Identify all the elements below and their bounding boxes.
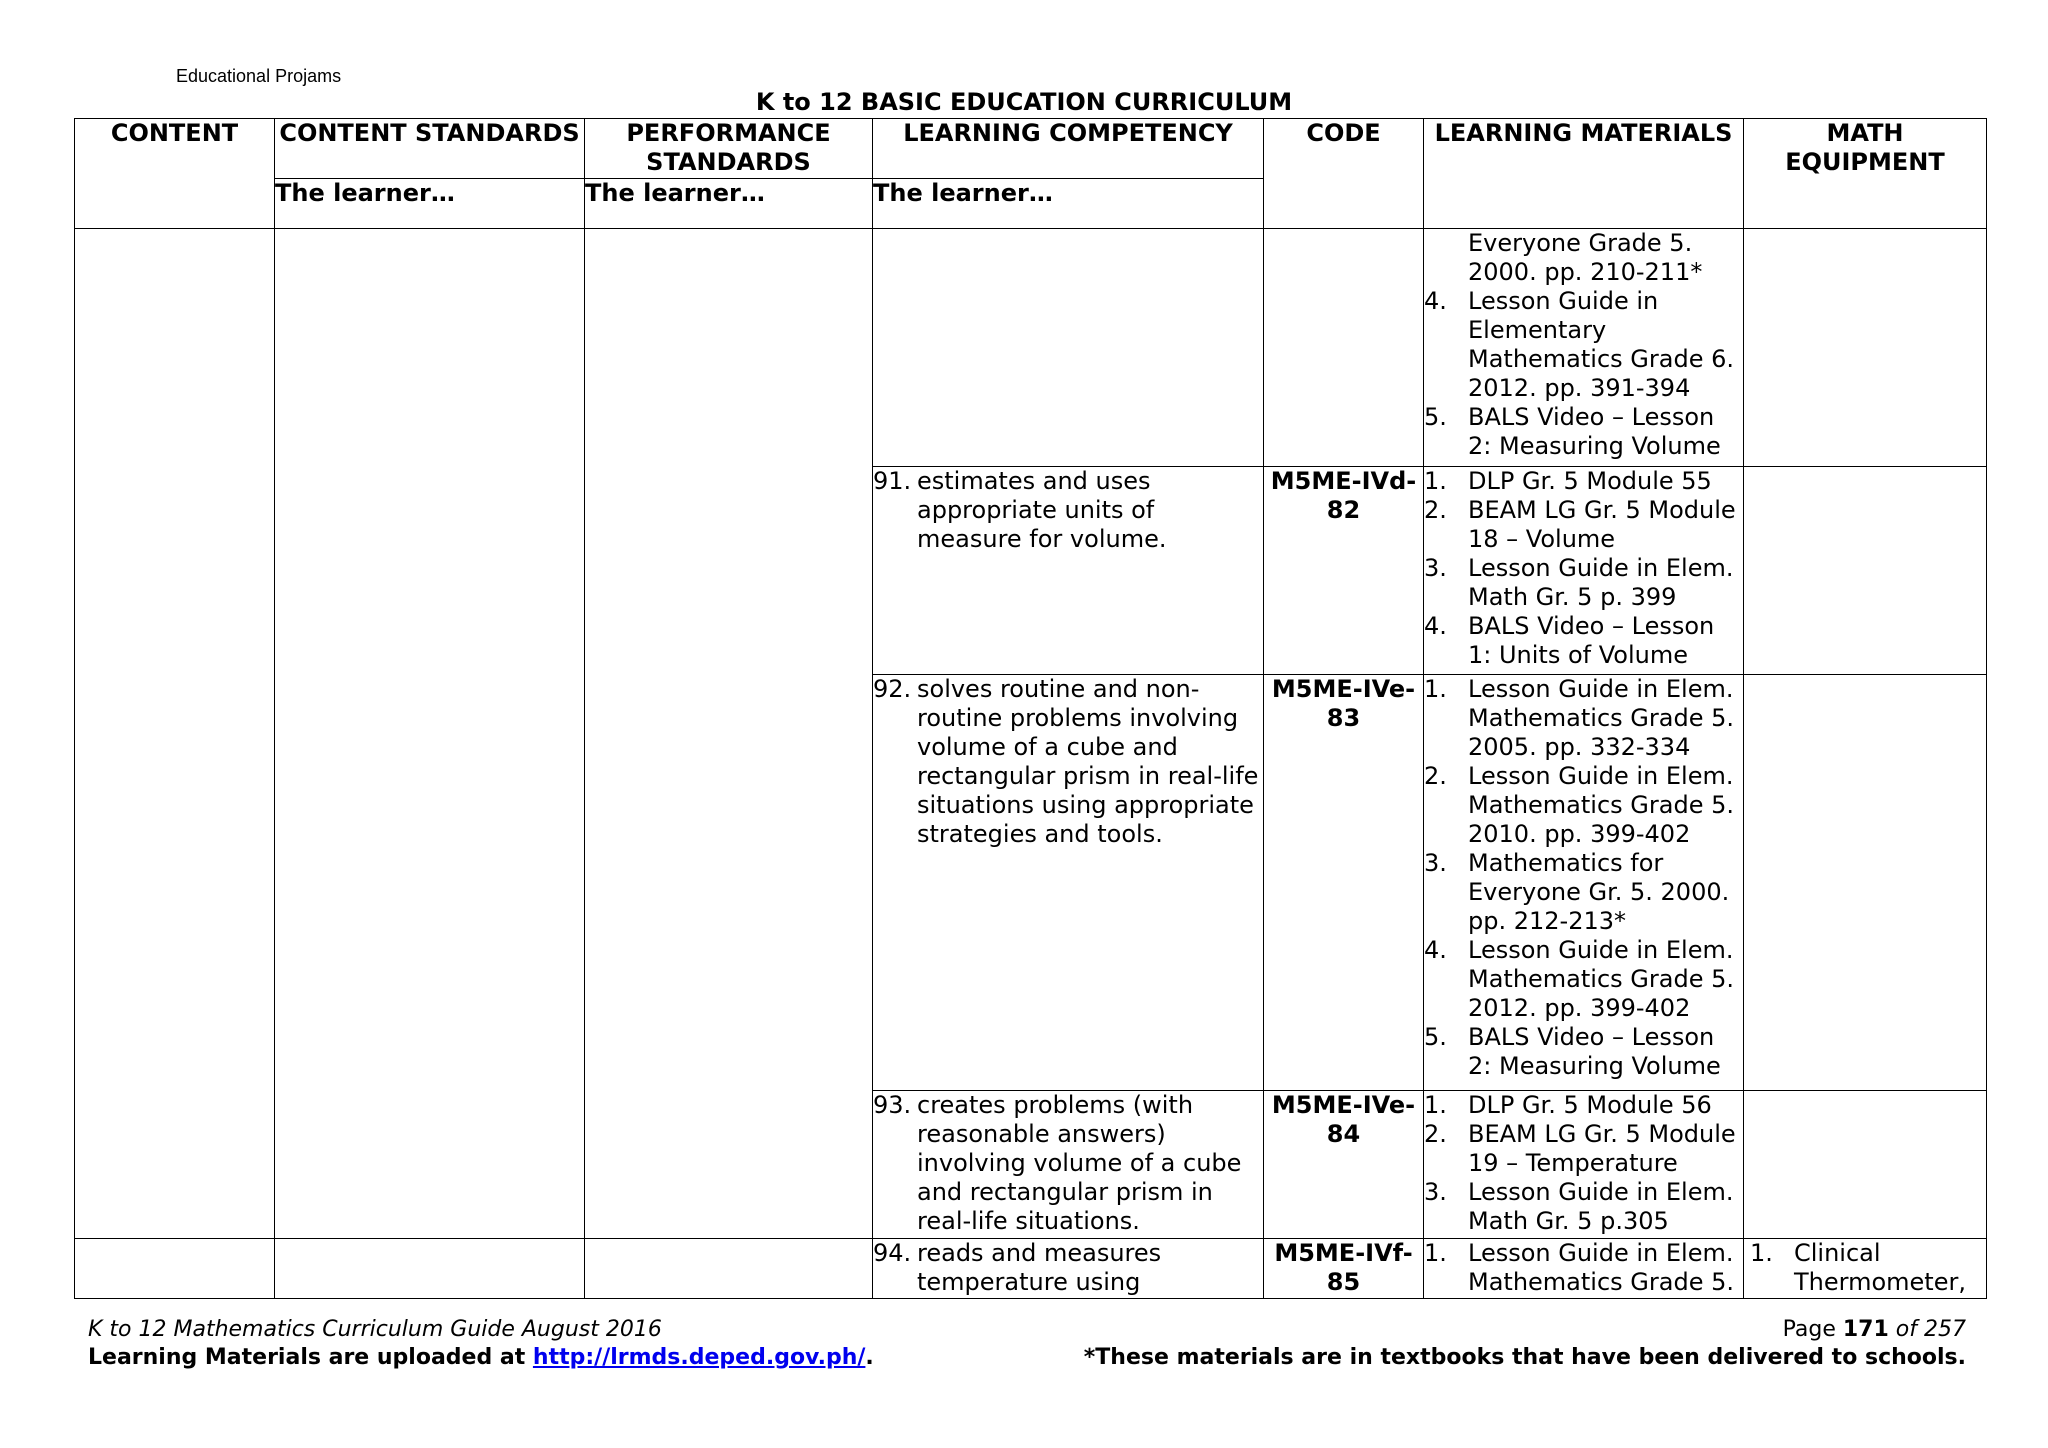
- material-item: 1. Lesson Guide in Elem. Mathematics Grade 5. 2005. pp. 332-334: [1424, 675, 1734, 761]
- content-standards-cell: [275, 229, 585, 1239]
- footer-textbook-note: *These materials are in textbooks that have been delivered to schools.: [1083, 1345, 1966, 1370]
- header-content-standards: CONTENT STANDARDS: [275, 119, 585, 179]
- equipment-cell: [1744, 467, 1987, 675]
- material-item: 4. Lesson Guide in Elementary Mathematics Grade 6. 2012. pp. 391-394: [1424, 287, 1734, 402]
- material-item: 3. Lesson Guide in Elem. Math Gr. 5 p. 399: [1424, 554, 1734, 611]
- materials-cell: [1424, 1091, 1744, 1239]
- code-cell: M5ME-IVe-83: [1264, 675, 1424, 1091]
- lrmds-link[interactable]: http://lrmds.deped.gov.ph/: [532, 1345, 866, 1370]
- competency-text: solves routine and non-routine problems involving volume of a cube and rectangular prism in real-life situations using appropriate strategies and tools.: [917, 675, 1259, 848]
- footer-upload-note: Learning Materials are uploaded at http://lrmds.deped.gov.ph/.: [88, 1345, 874, 1370]
- materials-cell: [1424, 467, 1744, 675]
- material-item: 1. DLP Gr. 5 Module 55: [1424, 467, 1712, 495]
- material-item: 4. Lesson Guide in Elem. Mathematics Grade 5. 2012. pp. 399-402: [1424, 936, 1734, 1022]
- equipment-cell: [1744, 675, 1987, 1091]
- competency-number: 93.: [873, 1091, 912, 1119]
- material-item: 1. Lesson Guide in Elem. Mathematics Grade 5.: [1424, 1239, 1734, 1296]
- material-item: 5. BALS Video – Lesson 2: Measuring Volume: [1424, 1023, 1721, 1080]
- competency-cell: [873, 229, 1264, 467]
- competency-cell: [873, 467, 1264, 675]
- competency-cell: [873, 675, 1264, 1091]
- competency-cell: [873, 1091, 1264, 1239]
- code-cell: M5ME-IVd-82: [1264, 467, 1424, 675]
- document-title: K to 12 BASIC EDUCATION CURRICULUM: [755, 88, 1293, 116]
- top-label: Educational Projams: [176, 66, 342, 86]
- competency-cell: [873, 1239, 1264, 1299]
- performance-standards-cell: [585, 1239, 873, 1299]
- competency-text: reads and measures temperature using: [917, 1239, 1162, 1296]
- material-item: 2. Lesson Guide in Elem. Mathematics Grade 5. 2010. pp. 399-402: [1424, 762, 1734, 848]
- equipment-item: 1. Clinical Thermometer,: [1750, 1239, 1966, 1296]
- content-standards-cell: [275, 1239, 585, 1299]
- material-item: 5. BALS Video – Lesson 2: Measuring Volume: [1424, 403, 1721, 460]
- competency-number: 92.: [873, 675, 912, 703]
- page-number: Page 171 of 257: [1782, 1317, 1966, 1342]
- header-learning-competency: LEARNING COMPETENCY: [873, 119, 1264, 179]
- code-cell: [1264, 229, 1424, 467]
- materials-cell: [1424, 675, 1744, 1091]
- materials-cell: [1424, 229, 1744, 467]
- material-item: 4. BALS Video – Lesson 1: Units of Volume: [1424, 612, 1715, 669]
- competency-text: creates problems (with reasonable answers) involving volume of a cube and rectangular prism in real-life situations.: [917, 1091, 1242, 1235]
- footer-left: [88, 1316, 874, 1372]
- content-cell: [75, 229, 275, 1239]
- material-item: 2. BEAM LG Gr. 5 Module 19 – Temperature: [1424, 1120, 1736, 1177]
- header-learning-materials: LEARNING MATERIALS: [1424, 119, 1744, 229]
- code-cell: M5ME-IVf-85: [1264, 1239, 1424, 1299]
- curriculum-table: [74, 118, 1987, 1299]
- content-cell: [75, 1239, 275, 1299]
- material-item: 3. Lesson Guide in Elem. Math Gr. 5 p.305: [1424, 1178, 1734, 1235]
- equipment-cell: [1744, 1239, 1987, 1299]
- performance-standards-cell: [585, 229, 873, 1239]
- material-item: 3. Mathematics for Everyone Gr. 5. 2000. pp. 212-213*: [1424, 849, 1730, 935]
- header-performance-standards: PERFORMANCE STANDARDS: [585, 119, 873, 179]
- competency-text: estimates and uses appropriate units of measure for volume.: [917, 467, 1167, 553]
- header-learner-learning-competency: The learner…: [873, 179, 1264, 229]
- materials-cell: [1424, 1239, 1744, 1299]
- competency-number: 91.: [873, 467, 912, 495]
- table-row: [75, 229, 1987, 467]
- code-cell: M5ME-IVe-84: [1264, 1091, 1424, 1239]
- header-content: CONTENT: [75, 119, 275, 229]
- header-code: CODE: [1264, 119, 1424, 229]
- material-item: 2. BEAM LG Gr. 5 Module 18 – Volume: [1424, 496, 1736, 553]
- equipment-cell: [1744, 229, 1987, 467]
- footer-right: [1084, 1316, 1966, 1372]
- equipment-cell: [1744, 1091, 1987, 1239]
- material-item: Everyone Grade 5. 2000. pp. 210-211*: [1468, 229, 1703, 286]
- competency-number: 94.: [873, 1239, 912, 1267]
- header-learner-content-standards: The learner…: [275, 179, 585, 229]
- footer-guide-title: K to 12 Mathematics Curriculum Guide August 2016: [88, 1317, 662, 1342]
- material-item: 1. DLP Gr. 5 Module 56: [1424, 1091, 1712, 1119]
- header-learner-performance-standards: The learner…: [585, 179, 873, 229]
- header-math-equipment: MATH EQUIPMENT: [1744, 119, 1987, 229]
- table-row: [75, 1239, 1987, 1299]
